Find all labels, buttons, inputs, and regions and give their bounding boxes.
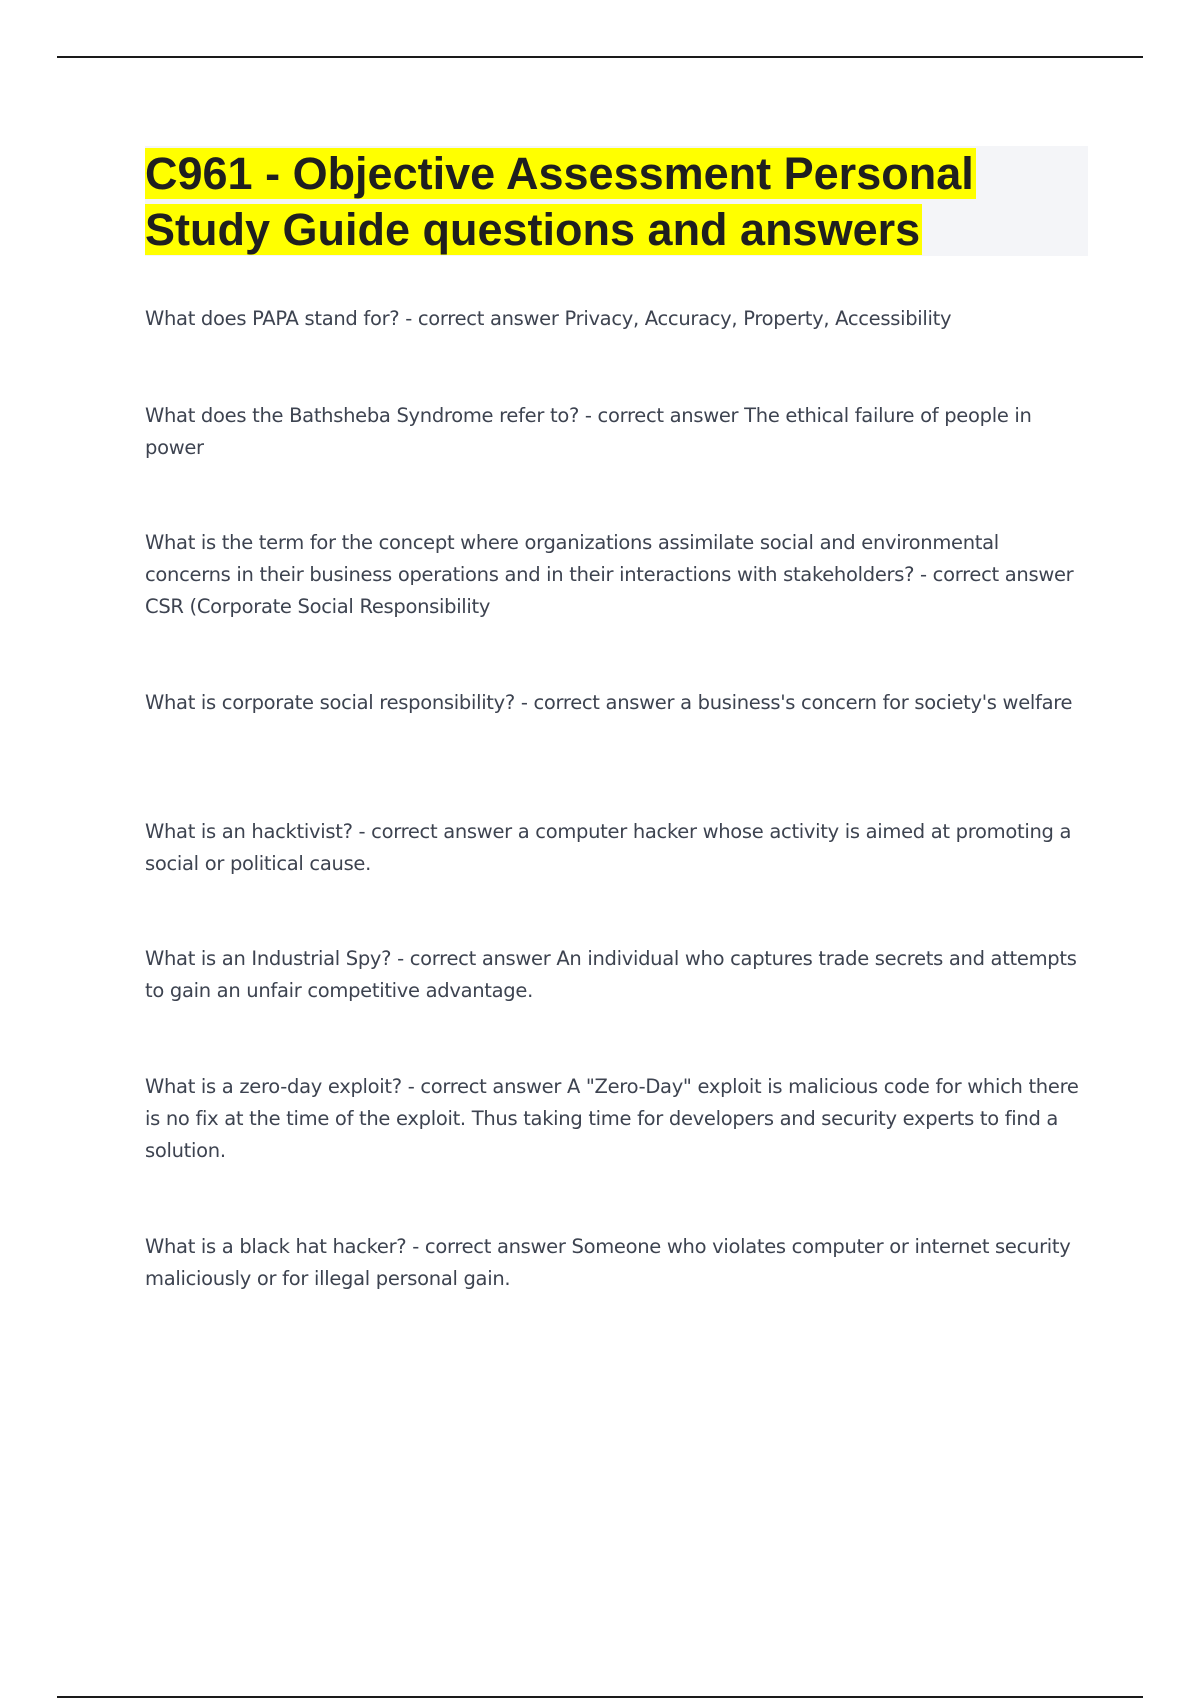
qa-item-csr-definition: What is corporate social responsibility? - correct answer a business's concern for society's welfare — [145, 691, 1073, 714]
qa-item-csr-concept: What is the term for the concept where organizations assimilate social and environmental concerns in their business operations and in their interactions with stakeholders? - correct answer CSR (Corporate Social Responsibility — [145, 531, 1074, 618]
qa-item-zero-day: What is a zero-day exploit? - correct answer A "Zero-Day" exploit is malicious code for which there is no fix at the time of the exploit. Thus taking time for developers and security experts to find a solution. — [145, 1075, 1079, 1162]
bottom-divider — [57, 1696, 1143, 1698]
qa-item-hacktivist: What is an hacktivist? - correct answer a computer hacker whose activity is aimed at promoting a social or political cause. — [145, 820, 1072, 875]
qa-item-industrial-spy: What is an Industrial Spy? - correct answer An individual who captures trade secrets and attempts to gain an unfair competitive advantage. — [145, 947, 1077, 1002]
qa-item-bathsheba: What does the Bathsheba Syndrome refer to? - correct answer The ethical failure of people in power — [145, 404, 1032, 459]
qa-item-black-hat: What is a black hat hacker? - correct answer Someone who violates computer or internet security maliciously or for illegal personal gain. — [145, 1235, 1071, 1290]
page-title — [145, 146, 1088, 258]
top-divider — [57, 56, 1143, 58]
title-block — [145, 146, 1088, 256]
qa-item-papa: What does PAPA stand for? - correct answer Privacy, Accuracy, Property, Accessibility — [145, 307, 952, 330]
title-highlight: C961 - Objective Assessment Personal Study Guide questions and answers — [145, 148, 974, 255]
